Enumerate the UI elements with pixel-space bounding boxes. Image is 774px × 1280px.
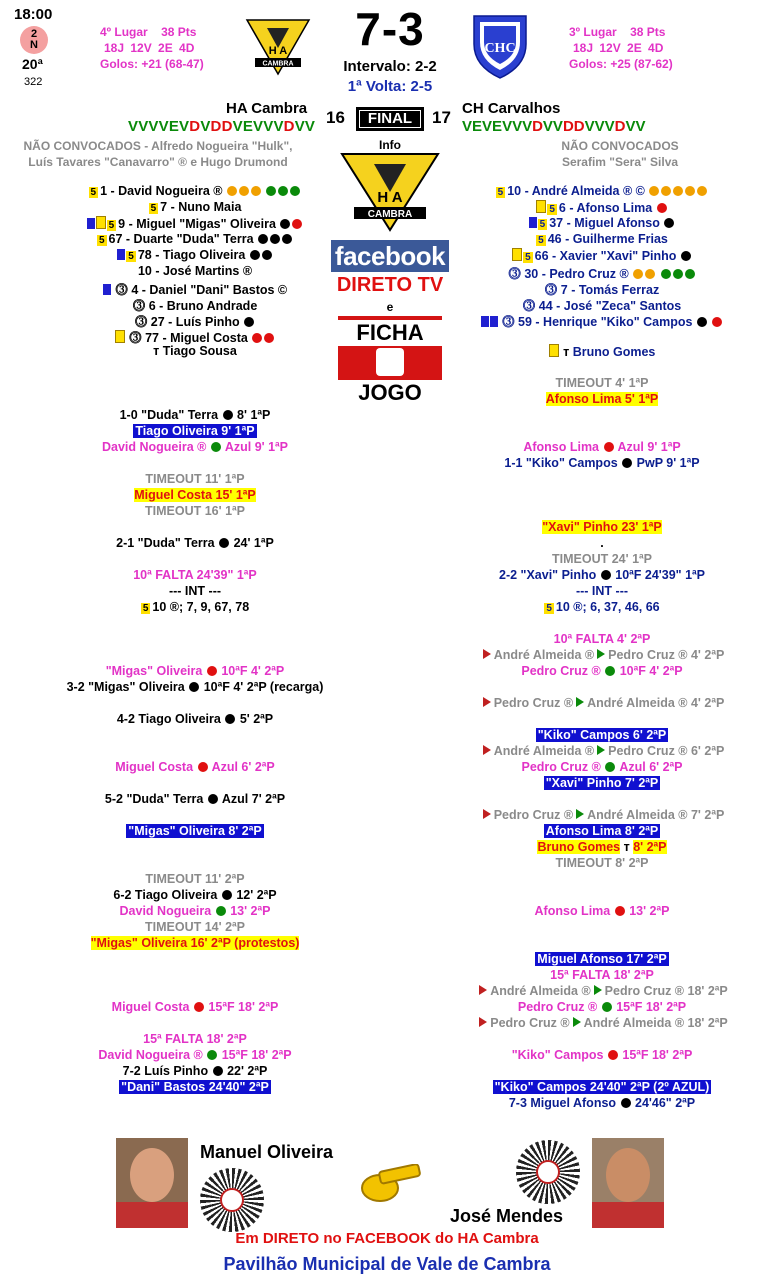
- home-player: ⓷ 77 - Miguel Costa: [0, 328, 390, 346]
- final-badge: FINAL: [356, 107, 424, 131]
- referee1-name: Manuel Oliveira: [200, 1142, 334, 1162]
- away-player: ⓷ 7 - Tomás Ferraz: [544, 283, 660, 297]
- info-label: Info: [379, 138, 401, 152]
- facebook-logo[interactable]: facebook: [331, 240, 449, 272]
- home-event: 4-2 Tiago Oliveira 5' 2ªP: [116, 712, 274, 726]
- home-event: 10ª FALTA 24'39" 1ªP: [133, 568, 257, 582]
- division-badge: 2 N: [20, 26, 48, 54]
- away-player: ⓷ 59 - Henrique "Kiko" Campos: [430, 312, 774, 330]
- home-event: 6-2 Tiago Oliveira 12' 2ªP: [113, 888, 277, 902]
- away-event: Afonso Lima Azul 9' 1ªP: [523, 440, 681, 454]
- home-event: TIMEOUT 14' 2ªP: [145, 920, 245, 934]
- svg-text:CAMBRA: CAMBRA: [262, 60, 294, 68]
- away-event: Afonso Lima 5' 1ªP: [545, 392, 659, 406]
- home-event: 15ª FALTA 18' 2ªP: [143, 1032, 247, 1046]
- venue: Pavilhão Municipal de Vale de Cambra: [223, 1254, 551, 1274]
- home-player: ⓷ 6 - Bruno Andrade: [132, 299, 258, 313]
- game-number: 322: [24, 76, 43, 88]
- away-record: 18J 12V 2E 4D: [573, 41, 664, 55]
- svg-text:H A: H A: [268, 45, 288, 57]
- away-crest-icon: [472, 14, 528, 80]
- away-event: 15ª FALTA 18' 2ªP: [550, 968, 654, 982]
- home-player: ⓷ 27 - Luís Pinho: [0, 312, 390, 330]
- home-team-name: HA Cambra: [226, 100, 308, 117]
- home-player: 5 78 - Tiago Oliveira: [0, 248, 390, 262]
- away-player: 5 66 - Xavier "Xavi" Pinho: [430, 248, 774, 263]
- home-event: 5-2 "Duda" Terra Azul 7' 2ªP: [104, 792, 286, 806]
- referee2-badge-icon: [516, 1140, 580, 1204]
- whistle-icon: [358, 1164, 422, 1207]
- svg-text:CHC: CHC: [484, 41, 516, 56]
- home-player: 5 7 - Nuno Maia: [150, 200, 242, 214]
- home-player: 5 67 - Duarte "Duda" Terra: [0, 232, 390, 246]
- away-event: "Kiko" Campos 15ªF 18' 2ªP: [511, 1048, 693, 1062]
- home-event: "Migas" Oliveira 8' 2ªP: [128, 824, 262, 838]
- away-event: Miguel Afonso 17' 2ªP: [537, 952, 667, 966]
- home-event: 7-2 Luís Pinho 22' 2ªP: [122, 1064, 268, 1078]
- away-event: TIMEOUT 24' 1ªP: [552, 552, 652, 566]
- referee1-badge-icon: [200, 1168, 264, 1232]
- away-event: 5 10 ®; 6, 37, 46, 66: [546, 600, 660, 614]
- away-form: VEVEVVVDVVDDVVVDVV: [462, 118, 646, 135]
- referee1-photo: [116, 1138, 188, 1228]
- home-event: Tiago Oliveira 9' 1ªP: [135, 424, 255, 438]
- home-event: TIMEOUT 16' 1ªP: [145, 504, 245, 518]
- home-event: "Dani" Bastos 24'40" 2ªP: [121, 1080, 269, 1094]
- home-player: 10 - José Martins ®: [137, 264, 253, 278]
- home-event: Miguel Costa Azul 6' 2ªP: [115, 760, 275, 774]
- away-event: Pedro Cruz ® André Almeida ® 4' 2ªP: [430, 696, 774, 710]
- away-goals: Golos: +25 (87-62): [569, 57, 673, 71]
- away-player: 5 46 - Guilherme Frias: [538, 232, 668, 246]
- away-player: 5 37 - Miguel Afonso: [430, 216, 774, 230]
- ficha-jogo-logo[interactable]: FICHA JOGO: [338, 316, 442, 406]
- home-crest-icon: [245, 18, 311, 76]
- away-player: ⓷ 44 - José "Zeca" Santos: [522, 299, 682, 313]
- home-goals: Golos: +21 (68-47): [100, 57, 204, 71]
- home-event: David Nogueira 13' 2ªP: [119, 904, 271, 918]
- home-record: 18J 12V 2E 4D: [104, 41, 195, 55]
- home-event: "Migas" Oliveira 16' 2ªP (protestos): [90, 936, 300, 950]
- final-score: 7-3: [355, 3, 425, 55]
- away-event: André Almeida ® Pedro Cruz ® 18' 2ªP: [430, 984, 774, 998]
- away-unsummoned: NÃO CONVOCADOS Serafim "Sera" Silva: [561, 139, 679, 169]
- away-event: Pedro Cruz ® 15ªF 18' 2ªP: [517, 1000, 687, 1014]
- away-player: ᴛ Bruno Gomes: [430, 344, 774, 359]
- face-shape: [130, 1148, 174, 1202]
- home-player: 5 1 - David Nogueira ®: [0, 184, 390, 198]
- away-event: Afonso Lima 8' 2ªP: [545, 824, 659, 838]
- away-event: 10ª FALTA 4' 2ªP: [553, 632, 651, 646]
- home-standing: 4º Lugar 38 Pts: [100, 25, 197, 39]
- away-event: 2-2 "Xavi" Pinho 10ªF 24'39" 1ªP: [499, 568, 705, 582]
- away-event: Bruno Gomes ᴛ 8' 2ªP: [537, 840, 667, 854]
- away-event: "Xavi" Pinho 7' 2ªP: [545, 776, 659, 790]
- away-event: 1-1 "Kiko" Campos PwP 9' 1ªP: [504, 456, 700, 470]
- away-standing: 3º Lugar 38 Pts: [569, 25, 666, 39]
- home-form: VVVVEVDVDDVEVVVDVV: [128, 118, 316, 135]
- svg-text:CAMBRA: CAMBRA: [367, 209, 413, 220]
- away-event: .: [600, 536, 604, 550]
- referee2-name: José Mendes: [450, 1206, 564, 1226]
- away-event: André Almeida ® Pedro Cruz ® 6' 2ªP: [430, 744, 774, 758]
- and-label: e: [386, 300, 394, 314]
- home-unsummoned: NÃO CONVOCADOS - Alfredo Nogueira "Hulk", Luís Tavares "Canavarro" ® e Hugo Drumond: [23, 139, 293, 169]
- home-event: Miguel Costa 15' 1ªP: [134, 488, 256, 502]
- home-event: Miguel Costa 15ªF 18' 2ªP: [111, 1000, 279, 1014]
- away-event: Pedro Cruz ® Azul 6' 2ªP: [521, 760, 683, 774]
- away-logo[interactable]: [472, 14, 528, 80]
- away-final-count: 17: [432, 108, 451, 127]
- shirt-shape: [116, 1202, 188, 1228]
- referee2-photo: [592, 1138, 664, 1228]
- home-event: 5 10 ®; 7, 9, 67, 78: [142, 600, 250, 614]
- home-event: "Migas" Oliveira 10ªF 4' 2ªP: [105, 664, 285, 678]
- away-event: --- INT ---: [575, 584, 629, 598]
- away-event: Pedro Cruz ® André Almeida ® 18' 2ªP: [430, 1016, 774, 1030]
- home-player: 5 9 - Miguel "Migas" Oliveira: [0, 216, 390, 231]
- away-event: "Kiko" Campos 24'40" 2ªP (2º AZUL): [494, 1080, 710, 1094]
- away-event: TIMEOUT 4' 1ªP: [555, 376, 649, 390]
- home-final-count: 16: [326, 108, 345, 127]
- away-event: Afonso Lima 13' 2ªP: [534, 904, 670, 918]
- away-event: Pedro Cruz ® André Almeida ® 7' 2ªP: [430, 808, 774, 822]
- home-event: TIMEOUT 11' 2ªP: [145, 872, 245, 886]
- home-event: 2-1 "Duda" Terra 24' 1ªP: [116, 536, 274, 550]
- away-player: ⓷ 30 - Pedro Cruz ®: [430, 264, 774, 282]
- home-event: TIMEOUT 11' 1ªP: [145, 472, 245, 486]
- away-event: 7-3 Miguel Afonso 24'46" 2ªP: [508, 1096, 696, 1110]
- away-event: "Xavi" Pinho 23' 1ªP: [542, 520, 662, 534]
- away-event: André Almeida ® Pedro Cruz ® 4' 2ªP: [430, 648, 774, 662]
- away-team-name: CH Carvalhos: [462, 100, 561, 117]
- svg-text:H A: H A: [377, 189, 403, 206]
- home-player: ⓷ 4 - Daniel "Dani" Bastos ©: [0, 280, 390, 298]
- home-logo[interactable]: [245, 18, 311, 76]
- home-event: --- INT ---: [168, 584, 222, 598]
- live-broadcast-note[interactable]: Em DIRETO no FACEBOOK do HA Cambra: [235, 1230, 539, 1247]
- away-player: 5 6 - Afonso Lima: [430, 200, 774, 215]
- away-event: Pedro Cruz ® 10ªF 4' 2ªP: [521, 664, 683, 678]
- whistle-icon-svg: [358, 1164, 422, 1204]
- shirt-shape: [592, 1202, 664, 1228]
- away-player: 5 10 - André Almeida ® ©: [430, 184, 774, 198]
- first-leg-score: 1ª Volta: 2-5: [347, 78, 433, 95]
- home-player: ᴛ Tiago Sousa: [153, 344, 237, 358]
- home-event: 3-2 "Migas" Oliveira 10ªF 4' 2ªP (recarga): [66, 680, 324, 694]
- direto-tv-label[interactable]: DIRETO TV: [336, 274, 444, 296]
- away-event: "Kiko" Campos 6' 2ªP: [537, 728, 667, 742]
- face-shape: [606, 1148, 650, 1202]
- home-event: 1-0 "Duda" Terra 8' 1ªP: [119, 408, 271, 422]
- away-event: TIMEOUT 8' 2ªP: [555, 856, 649, 870]
- halftime-score: Intervalo: 2-2: [343, 58, 437, 75]
- round-number: 20ª: [22, 56, 43, 72]
- home-event: David Nogueira ® Azul 9' 1ªP: [101, 440, 289, 454]
- home-event: David Nogueira ® 15ªF 18' 2ªP: [98, 1048, 292, 1062]
- match-time: 18:00: [14, 6, 53, 23]
